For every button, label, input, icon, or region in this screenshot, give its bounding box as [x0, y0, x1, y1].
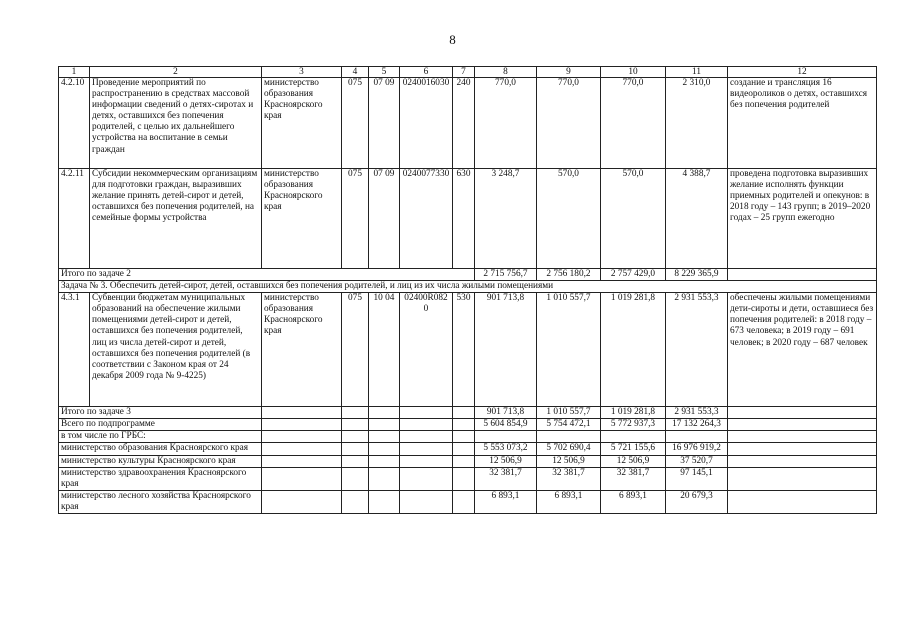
- table-row: [59, 78, 877, 169]
- code-expense: 240: [453, 78, 475, 169]
- task-title-row: [59, 281, 877, 293]
- amount-2020: 1 019 281,8: [601, 407, 666, 419]
- total-row: [59, 419, 877, 431]
- header-cell: 7: [453, 67, 475, 78]
- amount-2018: 32 381,7: [475, 467, 537, 490]
- table-row: [59, 169, 877, 269]
- amount-total: [666, 431, 728, 443]
- code-section: 07 09: [369, 78, 400, 169]
- amount-2020: 5 772 937,3: [601, 419, 666, 431]
- code-grbs: 075: [342, 293, 369, 407]
- amount-2018: 5 604 854,9: [475, 419, 537, 431]
- amount-2019: 5 702 690,4: [537, 443, 601, 455]
- amount-total: 2 931 553,3: [666, 407, 728, 419]
- header-cell: 1: [59, 67, 90, 78]
- code-section: 07 09: [369, 169, 400, 269]
- amount-2019: 2 756 180,2: [537, 269, 601, 281]
- code-target: 0240016030: [400, 78, 453, 169]
- amount-2020: 1 019 281,8: [601, 293, 666, 407]
- amount-2019: 570,0: [537, 169, 601, 269]
- amount-total: 4 388,7: [666, 169, 728, 269]
- header-cell: 11: [666, 67, 728, 78]
- header-cell: 8: [475, 67, 537, 78]
- header-row: [59, 67, 877, 78]
- amount-total: 17 132 264,3: [666, 419, 728, 431]
- grbs-name: министерство образования Красноярского края: [262, 169, 342, 269]
- amount-2018: [475, 431, 537, 443]
- amount-2018: 901 713,8: [475, 407, 537, 419]
- total-label: министерство лесного хозяйства Красноярского края: [59, 490, 262, 513]
- header-cell: 2: [90, 67, 262, 78]
- total-row: [59, 269, 877, 281]
- amount-2020: 5 721 155,6: [601, 443, 666, 455]
- header-cell: 6: [400, 67, 453, 78]
- amount-total: 16 976 919,2: [666, 443, 728, 455]
- row-number: 4.2.11: [59, 169, 90, 269]
- header-cell: 9: [537, 67, 601, 78]
- code-expense: 630: [453, 169, 475, 269]
- total-label: Итого по задаче 2: [59, 269, 475, 281]
- total-label: министерство культуры Красноярского края: [59, 455, 262, 467]
- amount-2019: 6 893,1: [537, 490, 601, 513]
- total-label: министерство образования Красноярского края: [59, 443, 262, 455]
- amount-2020: 2 757 429,0: [601, 269, 666, 281]
- amount-2019: 770,0: [537, 78, 601, 169]
- amount-2020: 32 381,7: [601, 467, 666, 490]
- total-row: [59, 443, 877, 455]
- amount-2018: 5 553 073,2: [475, 443, 537, 455]
- amount-2019: 5 754 472,1: [537, 419, 601, 431]
- measure-name: Проведение мероприятий по распространению в средствах массовой информации сведений о детях-сиротах и детях, оставшихся без попечения родителей, с целью их дальнейшего устройства на воспитание в семьи граждан: [90, 78, 262, 169]
- amount-2019: 1 010 557,7: [537, 293, 601, 407]
- amount-total: 37 520,7: [666, 455, 728, 467]
- code-grbs: 075: [342, 169, 369, 269]
- grbs-name: министерство образования Красноярского края: [262, 78, 342, 169]
- header-cell: 4: [342, 67, 369, 78]
- amount-2018: 3 248,7: [475, 169, 537, 269]
- header-cell: 3: [262, 67, 342, 78]
- amount-2018: 2 715 756,7: [475, 269, 537, 281]
- amount-2018: 901 713,8: [475, 293, 537, 407]
- total-label: Всего по подпрограмме: [59, 419, 262, 431]
- total-label: Итого по задаче 3: [59, 407, 262, 419]
- total-row: [59, 431, 877, 443]
- total-row: [59, 467, 877, 490]
- budget-table: [58, 66, 877, 514]
- expected-result: обеспечены жилыми помещениями дети-сироты и дети, оставшиеся без попечения родителей: в 2018 году – 673 человека; в 2019 году – 691 человек; в 2020 году – 687 человек: [728, 293, 877, 407]
- total-label: министерство здравоохранения Красноярского края: [59, 467, 262, 490]
- row-number: 4.3.1: [59, 293, 90, 407]
- header-cell: 12: [728, 67, 877, 78]
- code-section: 10 04: [369, 293, 400, 407]
- amount-2019: 32 381,7: [537, 467, 601, 490]
- total-label: в том числе по ГРБС:: [59, 431, 262, 443]
- grbs-name: министерство образования Красноярского края: [262, 293, 342, 407]
- measure-name: Субвенции бюджетам муниципальных образований на обеспечение жилыми помещениями детей-сирот и детей, оставшихся без попечения родителей, лиц из числа детей-сирот и детей, оставшихся без попечения родителей (в соответствии с Законом края от 24 декабря 2009 года № 9-4225): [90, 293, 262, 407]
- measure-name: Субсидии некоммерческим организациям для подготовки граждан, выразивших желание принять детей-сирот и детей, оставшихся без попечения родителей, на семейные формы устройства: [90, 169, 262, 269]
- amount-total: 97 145,1: [666, 467, 728, 490]
- header-cell: 10: [601, 67, 666, 78]
- table-row: [59, 293, 877, 407]
- amount-total: 20 679,3: [666, 490, 728, 513]
- amount-2020: 6 893,1: [601, 490, 666, 513]
- total-row: [59, 490, 877, 513]
- total-row: [59, 455, 877, 467]
- expected-result: создание и трансляция 16 видеороликов о детях, оставшихся без попечения родителей: [728, 78, 877, 169]
- code-target: 02400R0820: [400, 293, 453, 407]
- code-grbs: 075: [342, 78, 369, 169]
- amount-2018: 770,0: [475, 78, 537, 169]
- amount-total: 2 931 553,3: [666, 293, 728, 407]
- amount-2019: 1 010 557,7: [537, 407, 601, 419]
- amount-2018: 6 893,1: [475, 490, 537, 513]
- total-row: [59, 407, 877, 419]
- amount-2020: 770,0: [601, 78, 666, 169]
- amount-total: 2 310,0: [666, 78, 728, 169]
- code-target: 0240077330: [400, 169, 453, 269]
- task-title: Задача № 3. Обеспечить детей-сирот, детей, оставшихся без попечения родителей, и лиц из их числа жилыми помещениями: [59, 281, 877, 293]
- header-cell: 5: [369, 67, 400, 78]
- amount-2018: 12 506,9: [475, 455, 537, 467]
- amount-2020: 570,0: [601, 169, 666, 269]
- expected-result: проведена подготовка выразивших желание исполнять функции приемных родителей и опекунов: в 2018 году – 143 групп; в 2019–2020 годах – 25 групп ежегодно: [728, 169, 877, 269]
- amount-2019: [537, 431, 601, 443]
- amount-total: 8 229 365,9: [666, 269, 728, 281]
- amount-2019: 12 506,9: [537, 455, 601, 467]
- row-number: 4.2.10: [59, 78, 90, 169]
- amount-2020: [601, 431, 666, 443]
- amount-2020: 12 506,9: [601, 455, 666, 467]
- code-expense: 530: [453, 293, 475, 407]
- page-number: 8: [449, 32, 456, 47]
